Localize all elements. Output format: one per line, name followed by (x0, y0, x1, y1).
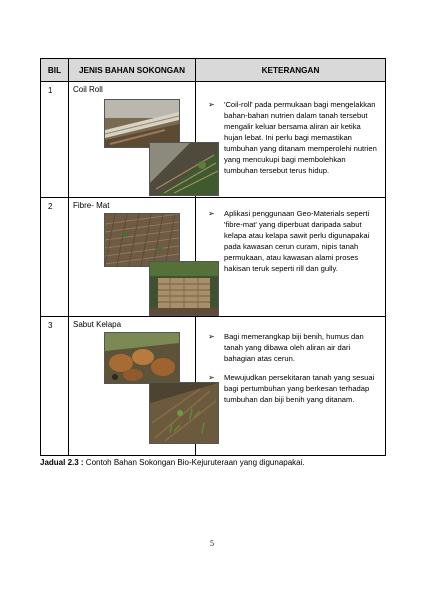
row-number: 2 (41, 198, 69, 317)
note-item: ➢ Bagi memerangkap biji benih, humus dan tanah yang dibawa oleh aliran air dari bahagian atas cerun. (208, 332, 364, 363)
header-keterangan: KETERANGAN (196, 59, 386, 82)
material-name: Coil Roll (73, 85, 103, 94)
material-cell (69, 317, 196, 456)
arrow-bullet-icon: ➢ (208, 332, 215, 341)
material-cell (69, 198, 196, 317)
table-caption (40, 458, 305, 467)
description-cell (196, 198, 386, 317)
sabut-kelapa-photo-1 (104, 332, 180, 384)
table-row (41, 317, 386, 456)
description-cell (196, 317, 386, 456)
row-number: 3 (41, 317, 69, 456)
table-row (41, 198, 386, 317)
table-row (41, 82, 386, 198)
note-item: ➢ Mewujudkan persekitaran tanah yang sesuai bagi pertumbuhan yang berkesan terhadap tumbuhan dan biji benih yang ditanam. (208, 373, 375, 404)
material-name: Fibre- Mat (73, 201, 110, 210)
fibre-mat-photo-1 (104, 213, 180, 267)
caption-text: Contoh Bahan Sokongan Bio-Kejuruteraan yang digunapakai. (83, 458, 305, 467)
header-bil: BIL (41, 59, 69, 82)
coil-roll-photo-1 (104, 99, 180, 148)
header-jenis: JENIS BAHAN SOKONGAN (69, 59, 196, 82)
arrow-bullet-icon: ➢ (208, 373, 215, 382)
note-item: ➢ 'Coil-roll' pada permukaan bagi mengelakkan bahan-bahan nutrien dalam tanah tersebut mengalir keluar bersama aliran air ketika hujan lebat. Ini perlu bagi memastikan tumbuhan yang ditanam memperolehi nutrien yang mencukupi bagi membolehkan tumbuhan tersebut terus hidup. (208, 100, 377, 175)
caption-label: Jadual 2.3 : (40, 458, 84, 467)
description-cell (196, 82, 386, 198)
material-name: Sabut Kelapa (73, 320, 122, 329)
note-item: ➢ Aplikasi penggunaan Geo-Materials seperti 'fibre-mat' yang diperbuat daripada sabut kelapa atau kelapa sawit perlu digunapakai pada kawasan cerun curam, nipis tanah permukaan, atau kawasan alami proses hakisan teruk seperti rill dan gully. (208, 209, 370, 273)
page-number: 5 (210, 539, 214, 548)
arrow-bullet-icon: ➢ (208, 209, 215, 218)
support-materials-table (40, 58, 386, 456)
material-cell (69, 82, 196, 198)
table-header-row (41, 59, 386, 82)
row-number: 1 (41, 82, 69, 198)
arrow-bullet-icon: ➢ (208, 100, 215, 109)
